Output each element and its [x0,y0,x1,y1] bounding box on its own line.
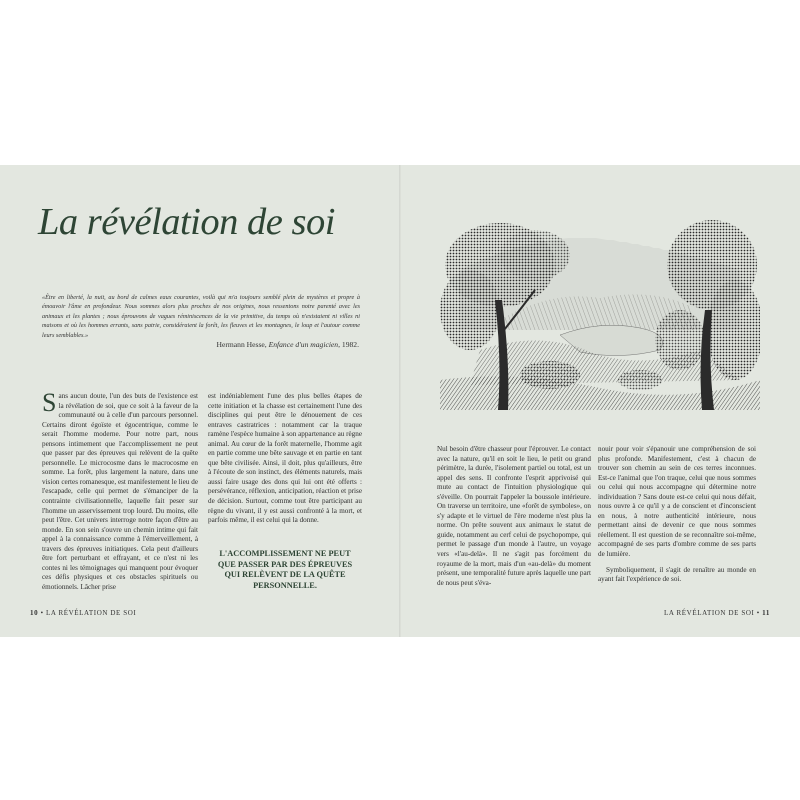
page-number-right: 11 [762,609,770,617]
text-column-3 [437,445,591,588]
book-spread [0,165,800,637]
column-3-text: Nul besoin d'être chasseur pour l'éprouver. Le contact avec la nature, qu'il en soit le lieu, le petit ou grand périmètre, la durée, l'isolement partiel ou total, est un appel des sens. Il confronte l'esprit apprivoisé qui mute au contact de l'intuition physiologique qui s'éveille. On pourrait l'appeler la boussole intérieure. On traverse un territoire, une «forêt de symboles», on s'y adapte et le virtuel de l'ère moderne n'est plus la norme. On prête souvent aux animaux le statut de guide, notamment au cerf celui de psychopompe, qui permet le passage d'un monde à l'autre, un voyage vers «l'au-delà». Il ne s'agit pas forcément du royaume de la mort, mais d'un «au-delà» du moment présent, une temporalité future après laquelle une part de nous peut s'éva- [437,445,591,587]
chapter-title: La révélation de soi [38,201,335,243]
column-2-text: est indéniablement l'une des plus belles étapes de cette initiation et la chasse est certainement l'une des disciplines qui peut être le dénouement de ces entraves castratrices : notamment car la traque ramène l'espèce humaine à son appartenance au règne animal. Au cœur de la forêt maternelle, l'homme agit en partie comme une bête sauvage et en partie en tant que bête civilisée. Ainsi, il doit, plus qu'ailleurs, être à l'écoute de son instinct, des éléments naturels, mais aussi faire usage des dons qui lui ont été offerts : persévérance, réflexion, anticipation, réaction et prise de décision. Surtout, comme tout être participant au règne du vivant, il y est aussi confronté à la mort, et parfois même, il est celui qui la donne. [208,392,362,525]
running-head-left: LA RÉVÉLATION DE SOI [45,609,137,617]
folio-right: LA RÉVÉLATION DE SOI • 11 [664,609,770,617]
epigraph-book: Enfance d'un magicien [268,340,339,349]
page-number-left: 10 [30,609,39,617]
text-column-1 [42,388,198,592]
gutter [399,165,401,637]
epigraph-text: «Être en liberté, la nuit, au bord de calmes eaux courantes, voilà qui m'a toujours semblé plein de mystères et propre à émouvoir l'âme en profondeur. Nous sommes alors plus proches de nos origines, nous ressentons notre parenté avec les animaux et les plantes ; nous éprouvons de vagues réminiscences de la vie primitive, du temps où n'existaient ni villes ni maisons et où les hommes errants, sans patrie, considéraient la forêt, les fleuves et les montagnes, le loup et l'autour comme leurs semblables.» [42,294,360,339]
epigraph-attribution [42,340,359,349]
epigraph-year: , 1982. [338,340,359,349]
epigraph-author: Hermann Hesse, [216,340,267,349]
landscape-engraving-icon [440,210,760,410]
drop-cap: S [42,388,57,417]
folio-left: 10 • LA RÉVÉLATION DE SOI [30,609,137,617]
running-head-right: LA RÉVÉLATION DE SOI [664,609,755,617]
text-column-4 [598,445,756,585]
pull-quote: L'ACCOMPLISSEMENT NE PEUT QUE PASSER PAR DES ÉPREUVES QUI RELÈVENT DE LA QUÊTE PERSONNELLE. [217,549,353,590]
column-1-text: ans aucun doute, l'un des buts de l'existence est la révélation de soi, que ce soit à la faveur de la communauté ou à celle d'un parcours personnel. Certains diront égoïste et égocentrique, comme le serait l'homme moderne. Pour notre part, nous pensons intimement que l'accomplissement ne peut que passer par des épreuves qui relèvent de la quête personnelle. Le microcosme dans le macrocosme en somme. La forêt, plus largement la nature, dans une vision certes romanesque, est manifestement le lieu de l'escapade, celle qui permet de s'émanciper de la contrainte civilisationnelle, laquelle fait peser sur l'homme un asservissement trop lourd. Du moins, elle peut l'être. Cet univers interroge notre façon d'être au monde. En son sein s'ouvre un chemin intime qui fait appel à la connaissance comme à l'émerveillement, à travers des épreuves initiatiques. Cela peut d'ailleurs être fort perturbant et effrayant, et ce n'est ni les contes ni les témoignages qui manquent pour évoquer ces défis physiques et ces obstacles spirituels ou émotionnels. Lâcher prise [42,392,198,591]
column-4-paragraph-1: nouir pour voir s'épanouir une compréhension de soi plus profonde. Manifestement, c'est à chacun de trouver son chemin au sein de ces terres inconnues. Est-ce l'animal que l'on traque, celui que nous sommes ou celui qui nous accompagne qui détermine notre individuation ? Sans doute est-ce celui qui nous défait, nous ouvre à ce qu'il y a de conscient et d'inconscient en nous, à notre authenticité intérieure, nous permettant ainsi de devenir ce que nous sommes réellement. Il est question de se reconnaître soi-même, accompagné de ses parts d'ombre comme de ses parts de lumière. [598,445,756,559]
text-column-2 [208,392,362,526]
column-4-paragraph-2: Symboliquement, il s'agit de renaître au monde en ayant fait l'expérience de soi. [598,565,756,584]
